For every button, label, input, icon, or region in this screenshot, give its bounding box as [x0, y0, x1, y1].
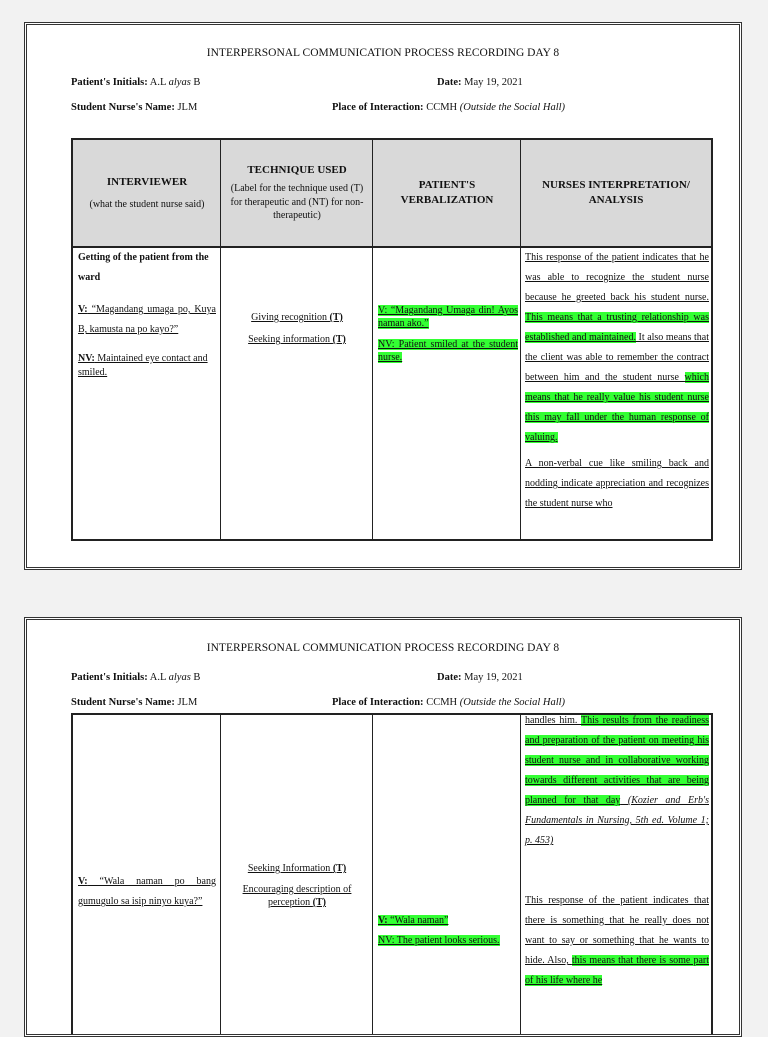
analysis-continued: handles him. This results from the readiness and preparation of the patient on meeting his student nurse and in collaborative working towards different activities that are being planned for that day (Kozier and Erb's Fundamentals in Nursing, 5th ed. Volume 1; p. 453) — [525, 715, 709, 846]
analysis-paragraph-2: This response of the patient indicates that there is something that he really does not want to say or something that he wants to hide. Also, this means that there is some part of his life where he — [525, 895, 709, 986]
student-nurse-name: Student Nurse's Name: JLM — [71, 697, 198, 708]
interviewer-verbal: V: “Magandang umaga po, Kuya B, kamusta na po kayo?” — [78, 304, 216, 335]
technique-2: Encouraging description of perception (T) — [242, 884, 352, 908]
patient-nonverbal: NV: Patient smiled at the student nurse. — [378, 339, 518, 363]
date: Date: May 19, 2021 — [437, 77, 523, 88]
patient-cell — [378, 911, 518, 951]
analysis-paragraph-1: This response of the patient indicates that he was able to recognize the student nurse because he greeted back his student nurse. This means that a trusting relationship was established and maintained. It also means that the client was able to remember the contract between him and the student nurse which means that he really value his student nurse this may fall under the human response of valuing. — [525, 252, 709, 443]
analysis-paragraph-2: A non-verbal cue like smiling back and nodding indicate appreciation and recognizes the student nurse who — [525, 458, 709, 509]
patient-nonverbal: NV: The patient looks serious. — [378, 935, 500, 946]
header-patient-verbalization: PATIENT'S VERBALIZATION — [400, 179, 494, 206]
interviewer-cell — [78, 248, 216, 380]
technique-2: Seeking information (T) — [248, 334, 346, 345]
patient-cell — [378, 304, 518, 364]
technique-cell — [225, 862, 369, 909]
header-technique: TECHNIQUE USED (Label for the technique used (T) for therapeutic and (NT) for non-therapeutic) — [230, 164, 364, 222]
place-of-interaction: Place of Interaction: CCMH (Outside the Social Hall) — [332, 102, 566, 113]
table-header-row — [73, 140, 711, 248]
interviewer-cell: V: “Wala naman po bang gumugulo sa isip ninyo kuya?” — [78, 876, 216, 907]
patient-initials: Patient's Initials: A.L alyas B — [71, 77, 201, 88]
patient-verbal: V: “Wala naman” — [378, 915, 449, 926]
process-recording-table — [71, 713, 713, 1037]
analysis-cell — [525, 711, 709, 991]
process-recording-table — [71, 138, 713, 541]
document-page-1 — [24, 22, 742, 570]
technique-cell — [223, 308, 371, 350]
interviewer-nonverbal: NV: Maintained eye contact and smiled. — [78, 353, 208, 378]
analysis-cell — [525, 248, 709, 514]
header-interviewer: INTERVIEWER (what the student nurse said) — [89, 175, 205, 210]
document-title: INTERPERSONAL COMMUNICATION PROCESS RECORDING DAY 8 — [206, 47, 560, 59]
patient-verbal: V: “Magandang Umaga din! Ayos naman ako.” — [378, 305, 518, 329]
technique-1: Seeking Information (T) — [247, 863, 347, 874]
technique-1: Giving recognition (T) — [251, 312, 343, 323]
date: Date: May 19, 2021 — [437, 672, 523, 683]
document-page-2 — [24, 617, 742, 1037]
patient-initials: Patient's Initials: A.L alyas B — [71, 672, 201, 683]
student-nurse-name: Student Nurse's Name: JLM — [71, 102, 198, 113]
place-of-interaction: Place of Interaction: CCMH (Outside the Social Hall) — [332, 697, 566, 708]
interviewer-heading: Getting of the patient from the ward — [78, 252, 209, 283]
header-analysis: NURSES INTERPRETATION/ ANALYSIS — [542, 179, 690, 206]
document-title: INTERPERSONAL COMMUNICATION PROCESS RECORDING DAY 8 — [206, 642, 560, 654]
